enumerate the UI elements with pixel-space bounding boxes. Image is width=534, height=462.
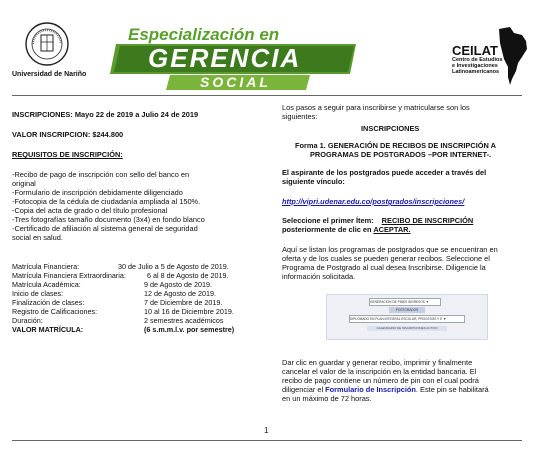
date-value: 12 de Agosto de 2019. xyxy=(144,289,216,298)
ceilat-subtitle-3: Latinoamericanos xyxy=(452,69,500,75)
requirement-item: social en salud. xyxy=(12,233,63,242)
form-screenshot xyxy=(326,294,488,340)
requisitos-title: REQUISITOS DE INSCRIPCIÓN: xyxy=(12,150,123,159)
aqui-text: información solicitada. xyxy=(282,272,356,281)
recibo-inscripcion-item: RECIBO DE INSCRIPCIÓN xyxy=(381,216,474,225)
requirement-item: -Tres fotografías tamaño documento (3x4) en fondo blanco xyxy=(12,215,205,224)
header-divider xyxy=(12,95,522,96)
dar-clic-text: Dar clic en guardar y generar recibo, imprimir y finalmente xyxy=(282,358,473,367)
date-value: (6 s.m.m.l.v. por semestre) xyxy=(144,325,235,334)
aqui-text: oferta y de los cuales se pueden generar recibos. Seleccione el xyxy=(282,254,490,263)
inscripciones-heading: INSCRIPCIONES xyxy=(361,124,420,133)
dar-clic-fragment: diligenciar el xyxy=(282,385,324,394)
dar-clic-text: en un máximo de 72 horas. xyxy=(282,394,372,403)
university-seal-logo xyxy=(25,22,69,66)
ceilat-subtitle-1: Centro de Estudios xyxy=(452,57,503,63)
valor-inscripcion: VALOR INSCRIPCION: $244.800 xyxy=(12,130,124,139)
requirement-item: original xyxy=(12,179,36,188)
intro-text: Los pasos a seguir para inscribirse y matricularse son los xyxy=(282,103,470,112)
form-select-pines[interactable]: GENERACION DE PINES INGRESOS ▼ xyxy=(369,298,441,306)
forma-heading: Forma 1. GENERACIÓN DE RECIBOS DE INSCRIPCIÓN A xyxy=(295,141,496,150)
select-instruction-text: Seleccione el primer Ítem: xyxy=(282,216,374,225)
form-footer-bar: CALENDARIO DE INSCRIPCIONES ACTIVO xyxy=(367,326,447,331)
aceptar-label: ACEPTAR. xyxy=(373,225,411,234)
date-label: Finalización de clases: xyxy=(12,298,85,307)
date-label: Matrícula Financiera: xyxy=(12,262,80,271)
requirement-item: -Formulario de inscripción debidamente diligenciado xyxy=(12,188,183,197)
inscripciones-dates: INSCRIPCIONES: Mayo 22 de 2019 a Julio 24 de 2019 xyxy=(12,110,199,119)
aqui-text: Programa de Postgrado al cual desea Inscribirse. Diligencie la xyxy=(282,263,486,272)
date-value: 30 de Julio a 5 de Agosto de 2019. xyxy=(118,262,229,271)
select-instruction xyxy=(282,216,473,225)
formulario-inscripcion-link[interactable]: Formulario de Inscripción xyxy=(325,385,416,394)
select-instruction xyxy=(282,225,411,234)
ceilat-logo-text: CEILAT xyxy=(452,43,498,58)
requirement-item: -Recibo de pago de inscripción con sello del banco en xyxy=(12,170,190,179)
requirement-item: -Copia del acta de grado o del título profesional xyxy=(12,206,168,215)
dar-clic-fragment: . Este pin se habilitará xyxy=(415,385,489,394)
dar-clic-text xyxy=(282,385,489,394)
date-label: Matrícula Financiera Extraordinaria: xyxy=(12,271,126,280)
select-instruction-text: posteriormente de clic en xyxy=(282,225,372,234)
aqui-text: Aquí se listan los programas de postgrados que se encuentran en xyxy=(282,245,498,254)
date-value: 9 de Agosto de 2019. xyxy=(144,280,212,289)
date-label: Registro de Calificaciones: xyxy=(12,307,98,316)
university-name: Universidad de Nariño xyxy=(12,71,87,78)
banner-line-1: Especialización en xyxy=(128,25,280,44)
date-value: 10 al 16 de Diciembre 2019. xyxy=(144,307,234,316)
intro-text: siguientes: xyxy=(282,112,318,121)
forma-heading: PROGRAMAS DE POSTGRADOS –POR INTERNET-. xyxy=(310,150,492,159)
form-label-postgrados: POSTGRADOS xyxy=(389,307,425,313)
date-value: 2 semestres académicos xyxy=(144,316,224,325)
aspirante-text: El aspirante de los postgrados puede acceder a través del xyxy=(282,168,487,177)
requirement-item: -Certificado de afiliación al sistema general de seguridad xyxy=(12,224,198,233)
date-label: VALOR MATRÍCULA: xyxy=(12,325,84,334)
aspirante-text: siguiente vínculo: xyxy=(282,177,345,186)
banner-line-3: SOCIAL xyxy=(200,74,271,90)
page-number: 1 xyxy=(264,426,269,435)
requirement-item: -Fotocopia de la cédula de ciudadanía ampliada al 150%. xyxy=(12,197,201,206)
footer-divider xyxy=(12,440,522,441)
date-value: 7 de Diciembre de 2019. xyxy=(144,298,223,307)
date-value: 6 al 8 de Agosto de 2019. xyxy=(147,271,229,280)
date-label: Matrícula Académica: xyxy=(12,280,81,289)
date-label: Duración: xyxy=(12,316,43,325)
banner-line-2: GERENCIA xyxy=(148,43,302,73)
form-select-programa[interactable]: DIPLOMADO EN PLAN INTEGRAL ESCOLAR, PROCESOS Y E ▼ xyxy=(349,315,465,323)
ceilat-subtitle-2: e Investigaciones xyxy=(452,63,498,69)
inscripciones-link[interactable]: http://vipri.udenar.edu.co/postgrados/inscripciones/ xyxy=(282,197,465,206)
dar-clic-text: recibo de pago contiene un número de pin con el cual podrá xyxy=(282,376,479,385)
date-label: Inicio de clases: xyxy=(12,289,64,298)
dar-clic-text: cancelar el valor de la inscripción en la entidad bancaria. El xyxy=(282,367,477,376)
dates-table xyxy=(12,262,272,342)
latin-america-map-icon xyxy=(496,25,530,87)
